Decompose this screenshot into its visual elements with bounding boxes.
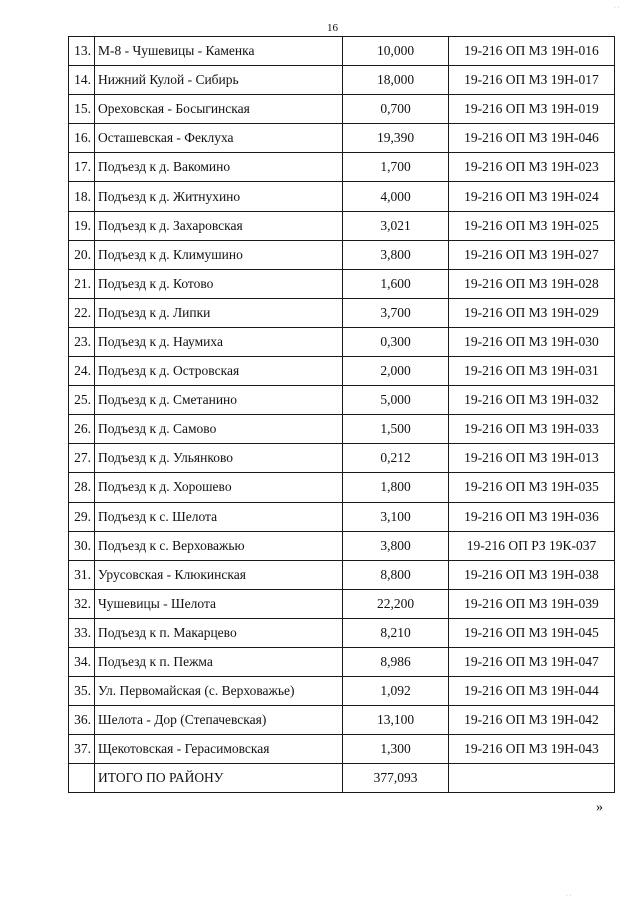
road-length-cell: 8,986 [343,647,449,676]
road-name-cell: Подъезд к д. Ульянково [95,444,343,473]
row-number-cell: 22. [69,298,95,327]
row-number-cell: 27. [69,444,95,473]
total-length-cell: 377,093 [343,764,449,793]
road-length-cell: 1,600 [343,269,449,298]
road-code-cell: 19-216 ОП МЗ 19Н-035 [449,473,615,502]
row-number-cell: 35. [69,677,95,706]
total-code-cell [449,764,615,793]
page-number: 16 [327,22,338,34]
road-length-cell: 3,800 [343,240,449,269]
road-code-cell: 19-216 ОП МЗ 19Н-042 [449,706,615,735]
table-row [69,153,615,182]
row-number-cell: 21. [69,269,95,298]
road-code-cell: 19-216 ОП МЗ 19Н-029 [449,298,615,327]
road-code-cell: 19-216 ОП МЗ 19Н-031 [449,357,615,386]
road-length-cell: 3,021 [343,211,449,240]
total-label-cell: ИТОГО ПО РАЙОНУ [95,764,343,793]
roads-table-body [69,37,615,793]
road-name-cell: Подъезд к д. Самово [95,415,343,444]
road-name-cell: Подъезд к д. Наумиха [95,327,343,356]
road-length-cell: 13,100 [343,706,449,735]
table-row [69,327,615,356]
road-length-cell: 0,212 [343,444,449,473]
row-number-cell: 36. [69,706,95,735]
road-length-cell: 8,210 [343,618,449,647]
road-name-cell: Подъезд к д. Климушино [95,240,343,269]
road-length-cell: 1,092 [343,677,449,706]
table-row [69,357,615,386]
road-code-cell: 19-216 ОП МЗ 19Н-032 [449,386,615,415]
table-row [69,560,615,589]
road-code-cell: 19-216 ОП МЗ 19Н-023 [449,153,615,182]
row-number-cell: 15. [69,95,95,124]
row-number-cell: 18. [69,182,95,211]
table-row [69,589,615,618]
road-name-cell: Урусовская - Клюкинская [95,560,343,589]
road-name-cell: Подъезд к д. Липки [95,298,343,327]
road-name-cell: Подъезд к д. Вакомино [95,153,343,182]
road-name-cell: Ул. Первомайская (с. Верховажье) [95,677,343,706]
road-code-cell: 19-216 ОП МЗ 19Н-013 [449,444,615,473]
road-name-cell: Щекотовская - Герасимовская [95,735,343,764]
road-code-cell: 19-216 ОП РЗ 19К-037 [449,531,615,560]
road-length-cell: 3,100 [343,502,449,531]
table-row [69,240,615,269]
road-name-cell: Нижний Кулой - Сибирь [95,66,343,95]
row-number-cell: 23. [69,327,95,356]
road-name-cell: Подъезд к с. Шелота [95,502,343,531]
table-row [69,298,615,327]
row-number-cell: 34. [69,647,95,676]
row-number-cell: 31. [69,560,95,589]
road-length-cell: 1,300 [343,735,449,764]
table-row [69,677,615,706]
road-code-cell: 19-216 ОП МЗ 19Н-033 [449,415,615,444]
road-code-cell: 19-216 ОП МЗ 19Н-025 [449,211,615,240]
row-number-cell: 17. [69,153,95,182]
road-length-cell: 3,700 [343,298,449,327]
road-code-cell: 19-216 ОП МЗ 19Н-039 [449,589,615,618]
road-name-cell: Подъезд к п. Пежма [95,647,343,676]
road-code-cell: 19-216 ОП МЗ 19Н-044 [449,677,615,706]
row-number-cell: 28. [69,473,95,502]
road-name-cell: М-8 - Чушевицы - Каменка [95,37,343,66]
road-code-cell: 19-216 ОП МЗ 19Н-017 [449,66,615,95]
road-name-cell: Подъезд к д. Островская [95,357,343,386]
row-number-cell: 20. [69,240,95,269]
road-code-cell: 19-216 ОП МЗ 19Н-036 [449,502,615,531]
road-code-cell: 19-216 ОП МЗ 19Н-043 [449,735,615,764]
table-row [69,95,615,124]
road-name-cell: Подъезд к д. Житнухино [95,182,343,211]
table-row [69,211,615,240]
row-number-cell: 13. [69,37,95,66]
road-length-cell: 1,500 [343,415,449,444]
road-code-cell: 19-216 ОП МЗ 19Н-019 [449,95,615,124]
table-row [69,415,615,444]
closing-quote-mark: » [596,800,603,815]
road-length-cell: 4,000 [343,182,449,211]
road-code-cell: 19-216 ОП МЗ 19Н-016 [449,37,615,66]
row-number-cell: 24. [69,357,95,386]
road-code-cell: 19-216 ОП МЗ 19Н-047 [449,647,615,676]
road-name-cell: Подъезд к с. Верховажью [95,531,343,560]
road-code-cell: 19-216 ОП МЗ 19Н-038 [449,560,615,589]
row-number-cell: 37. [69,735,95,764]
table-row [69,269,615,298]
road-name-cell: Ореховская - Босыгинская [95,95,343,124]
road-code-cell: 19-216 ОП МЗ 19Н-024 [449,182,615,211]
road-length-cell: 2,000 [343,357,449,386]
row-number-cell: 25. [69,386,95,415]
road-code-cell: 19-216 ОП МЗ 19Н-028 [449,269,615,298]
road-length-cell: 22,200 [343,589,449,618]
roads-table [68,36,615,793]
table-row [69,706,615,735]
road-length-cell: 10,000 [343,37,449,66]
table-row [69,182,615,211]
road-length-cell: 8,800 [343,560,449,589]
road-length-cell: 3,800 [343,531,449,560]
row-number-cell: 19. [69,211,95,240]
road-name-cell: Шелота - Дор (Степачевская) [95,706,343,735]
table-row [69,66,615,95]
road-name-cell: Подъезд к п. Макарцево [95,618,343,647]
table-row [69,386,615,415]
table-row [69,735,615,764]
road-name-cell: Подъезд к д. Хорошево [95,473,343,502]
scan-mark-top: · · [614,5,620,11]
road-code-cell: 19-216 ОП МЗ 19Н-030 [449,327,615,356]
road-name-cell: Чушевицы - Шелота [95,589,343,618]
road-name-cell: Подъезд к д. Котово [95,269,343,298]
row-number-cell: 30. [69,531,95,560]
road-length-cell: 0,300 [343,327,449,356]
road-length-cell: 1,700 [343,153,449,182]
row-number-cell: 33. [69,618,95,647]
table-row [69,473,615,502]
table-row [69,618,615,647]
table-row [69,502,615,531]
road-length-cell: 19,390 [343,124,449,153]
total-row [69,764,615,793]
total-number-cell [69,764,95,793]
row-number-cell: 29. [69,502,95,531]
road-code-cell: 19-216 ОП МЗ 19Н-046 [449,124,615,153]
row-number-cell: 26. [69,415,95,444]
road-length-cell: 0,700 [343,95,449,124]
table-row [69,124,615,153]
road-length-cell: 1,800 [343,473,449,502]
road-length-cell: 5,000 [343,386,449,415]
road-code-cell: 19-216 ОП МЗ 19Н-045 [449,618,615,647]
road-name-cell: Осташевская - Феклуха [95,124,343,153]
road-length-cell: 18,000 [343,66,449,95]
road-code-cell: 19-216 ОП МЗ 19Н-027 [449,240,615,269]
road-name-cell: Подъезд к д. Захаровская [95,211,343,240]
table-row [69,531,615,560]
scan-mark-bottom: · · [566,893,572,899]
row-number-cell: 16. [69,124,95,153]
table-row [69,647,615,676]
row-number-cell: 32. [69,589,95,618]
table-row [69,444,615,473]
table-row [69,37,615,66]
road-name-cell: Подъезд к д. Сметанино [95,386,343,415]
row-number-cell: 14. [69,66,95,95]
